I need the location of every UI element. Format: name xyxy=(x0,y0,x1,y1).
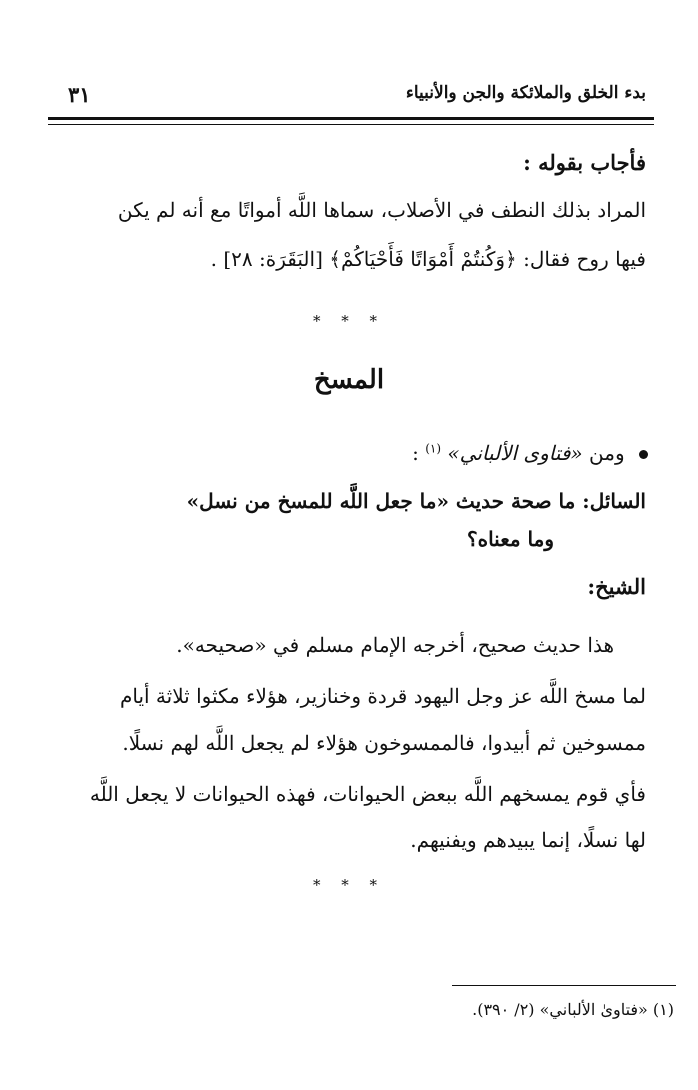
answer-paragraph-1: هذا حديث صحيح، أخرجه الإمام مسلم في «صحيحه». xyxy=(176,633,614,657)
bullet-icon xyxy=(639,450,648,459)
footnote-rule xyxy=(452,985,676,986)
answer-heading: فأجاب بقوله : xyxy=(523,150,646,175)
header-rule-thick xyxy=(48,117,654,120)
footnote-text: (١) «فتاوىٰ الألباني» (٢/ ٣٩٠). xyxy=(472,1000,674,1019)
source-suffix: : xyxy=(412,441,419,465)
answer-paragraph-2-line-1: لما مسخ اللَّه عز وجل اليهود قردة وخنازير، هؤلاء مكثوا ثلاثة أيام xyxy=(119,684,646,708)
header-rule-thin xyxy=(48,124,654,125)
answer-paragraph-3-line-2: لها نسلًا، إنما يبيدهم ويفنيهم. xyxy=(410,828,646,852)
source-bullet-line xyxy=(412,441,648,465)
running-header-title: بدء الخلق والملائكة والجن والأنبياء xyxy=(405,83,646,103)
footnote-reference[interactable]: (١) xyxy=(425,441,442,456)
source-prefix: ومن xyxy=(589,441,625,465)
question-line-2: وما معناه؟ xyxy=(466,527,554,551)
separator-stars-top: * * * xyxy=(312,312,386,330)
answer-paragraph-3-line-1: فأي قوم يمسخهم اللَّه ببعض الحيوانات، فهذه الحيوانات لا يجعل اللَّه xyxy=(89,782,646,806)
page-number: ٣١ xyxy=(68,82,91,107)
sheikh-heading: الشيخ: xyxy=(587,574,646,599)
answer-paragraph-2-line-2: ممسوخين ثم أبيدوا، فالممسوخون هؤلاء لم يجعل اللَّه لهم نسلًا. xyxy=(122,731,646,755)
section-title: المسخ xyxy=(313,365,385,395)
intro-line-2-quran-verse: فيها روح فقال: ﴿وَكُنتُمْ أَمْوَاتًا فَأَحْيَاكُمْ﴾ [البَقَرَة: ٢٨] . xyxy=(210,247,646,271)
source-title: «فتاوى الألباني» xyxy=(447,441,583,465)
separator-stars-bottom: * * * xyxy=(312,876,386,894)
question-line-1: السائل: ما صحة حديث «ما جعل اللَّه للمسخ من نسل» xyxy=(186,489,646,513)
intro-line-1: المراد بذلك النطف في الأصلاب، سماها اللَّه أمواتًا مع أنه لم يكن xyxy=(117,198,646,222)
